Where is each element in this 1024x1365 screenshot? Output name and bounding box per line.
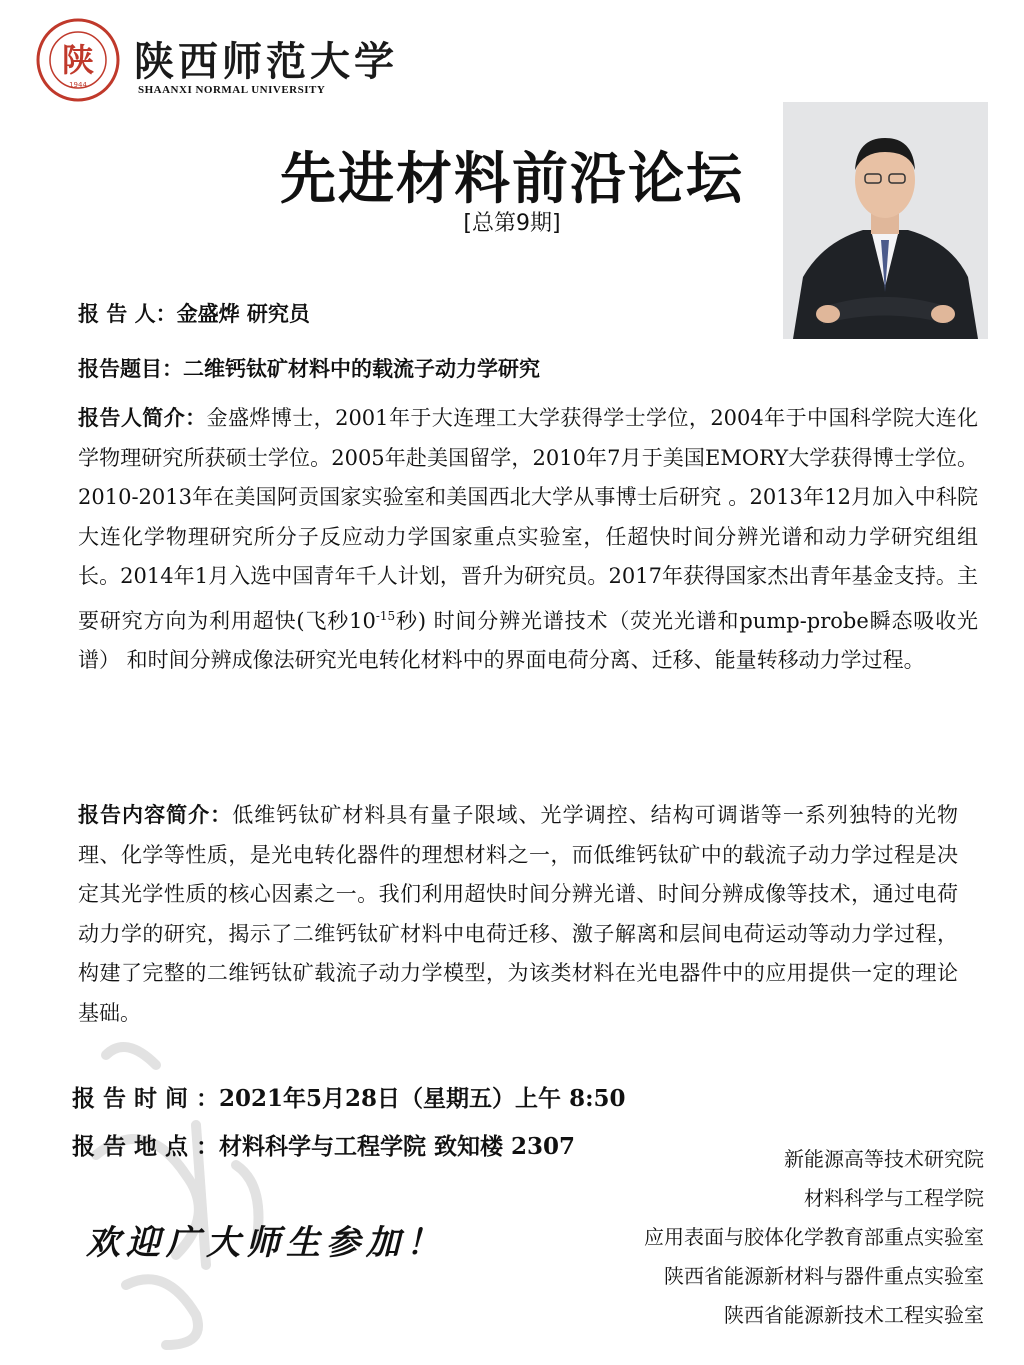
abstract-text: 低维钙钛矿材料具有量子限域、光学调控、结构可调谐等一系列独特的光物理、化学等性质，是光电转化器件的理想材料之一，而低维钙钛矿中的载流子动力学过程是决定其光学性质的核心因素之一。我们利用超快时间分辨光谱、时间分辨成像等技术，通过电荷动力学的研究，揭示了二维钙钛矿材料中电荷迁移、激子解离和层间电荷运动等动力学过程，构建了完整的二维钙钛矿载流子动力学模型，为该类材料在光电器件中的应用提供一定的理论基础。 [78, 803, 959, 1025]
topic-label: 报告题目： [78, 356, 183, 381]
organizer-4: 陕西省能源新材料与器件重点实验室 [664, 1264, 984, 1288]
speaker-label: 报 告 人： [78, 301, 177, 326]
place-value: 材料科学与工程学院 致知楼 2307 [219, 1133, 576, 1160]
organizer-2: 材料科学与工程学院 [804, 1186, 984, 1210]
seal-year: 1944 [69, 81, 87, 89]
speaker-name: 金盛烨 研究员 [176, 301, 310, 326]
university-name-cn: 陕西师范大学 [134, 38, 398, 85]
time-label: 报 告 时 间 ： [72, 1085, 220, 1112]
abstract-label: 报告内容简介： [78, 802, 233, 827]
issue-number: [总第9期] [463, 211, 561, 236]
topic-title: 二维钙钛矿材料中的载流子动力学研究 [183, 356, 540, 381]
university-name-en: SHAANXI NORMAL UNIVERSITY [138, 84, 326, 96]
calligraphy-watermark [66, 1015, 316, 1355]
seal-character: 陕 [61, 41, 95, 79]
time-value: 2021年5月28日（星期五）上午 8:50 [219, 1085, 626, 1112]
university-seal-logo [36, 18, 120, 102]
organizer-5: 陕西省能源新技术工程实验室 [724, 1303, 984, 1327]
organizer-3: 应用表面与胶体化学教育部重点实验室 [644, 1225, 984, 1249]
talk-abstract [78, 795, 958, 1033]
bio-text-a: 金盛烨博士，2001年于大连理工大学获得学士学位，2004年于中国科学院大连化学物理研究所获硕士学位。2005年赴美国留学，2010年7月于美国EMORY大学获得博士学位。2010-2013年在美国阿贡国家实验室和美国西北大学从事博士后研究 。2013年12月加入中科院大连化学物理研究所分子反应动力学国家重点实验室，任超快时间分辨光谱和动力学研究组组长。2014年1月入选中国青年千人计划，晋升为研究员。2017年获得国家杰出青年基金支持。主要研究方向为利用超快(飞秒10 [78, 406, 978, 633]
speaker-photo [783, 102, 988, 339]
bio-superscript: -15 [375, 608, 396, 623]
organizer-1: 新能源高等技术研究院 [784, 1147, 984, 1171]
speaker-row [78, 298, 310, 328]
talk-time-row [72, 1080, 626, 1113]
bio-text-b: 秒) 时间分辨光谱技术（荧光光谱和pump-probe瞬态吸收光谱） 和时间分辨成像法研究光电转化材料中的界面电荷分离、迁移、能量转移动力学过程。 [78, 608, 978, 672]
speaker-portrait-illustration [783, 102, 988, 339]
speaker-bio [78, 398, 978, 681]
talk-place-row [72, 1128, 575, 1161]
bio-label: 报告人简介： [78, 405, 207, 430]
topic-row [78, 353, 540, 383]
place-label: 报 告 地 点 ： [72, 1133, 220, 1160]
forum-title: 先进材料前沿论坛 [280, 146, 744, 212]
welcome-message: 欢迎广大师生参加！ [86, 1223, 446, 1263]
